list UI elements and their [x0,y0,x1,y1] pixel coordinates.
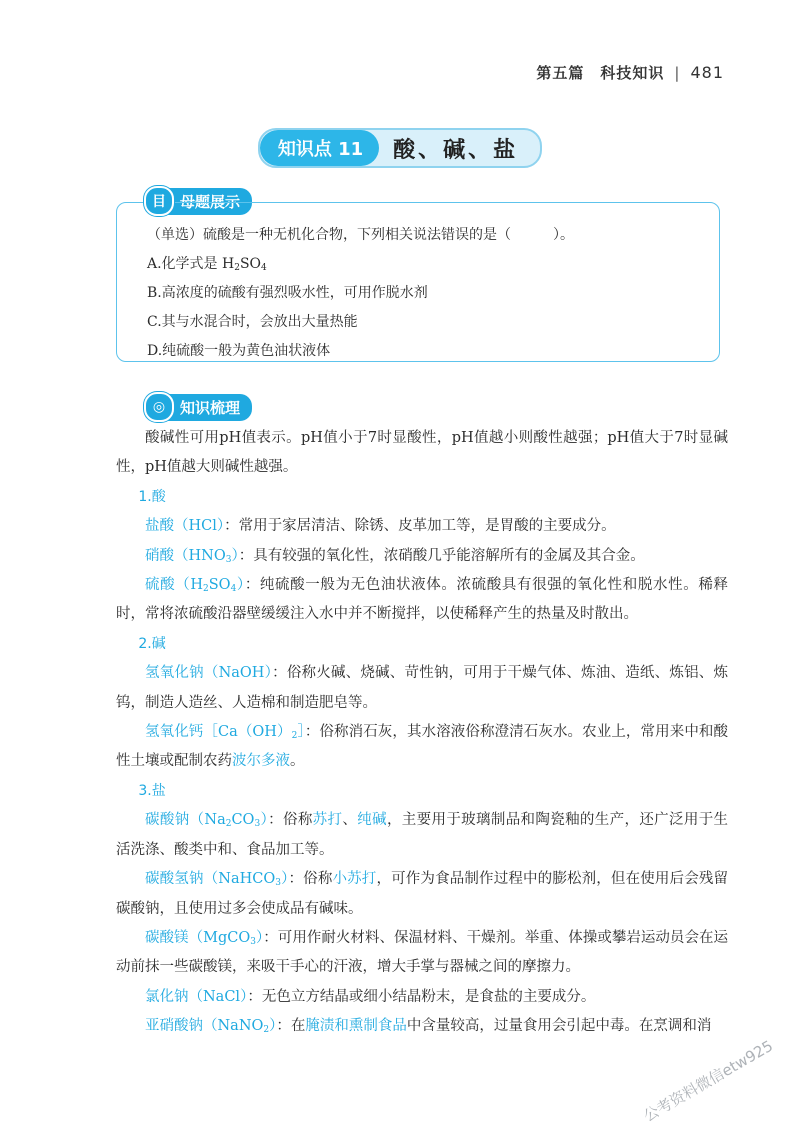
knowledge-body [116,424,728,1042]
heading-salt: 3.盐 [138,782,166,799]
question-stem: （单选）硫酸是一种无机化合物，下列相关说法错误的是（ ）。 [147,227,574,243]
intro-paragraph: 酸碱性可用pH值表示。pH值小于7时显酸性，pH值越小则酸性越强；pH值大于7时显碱性，pH值越大则碱性越强。 [116,430,728,476]
knowledge-point-title [0,128,800,168]
para-naoh: 氢氧化钠（NaOH）：俗称火碱、烧碱、苛性钠，可用于干燥气体、炼油、造纸、炼铝、炼钨，制造人造丝、人造棉和制造肥皂等。 [116,665,728,711]
section-label-text: 母题展示 [164,188,252,215]
heading-base: 2.碱 [138,635,166,652]
para-hno3: 硝酸$(HNO_3)$：具有较强的氧化性，浓硝酸几乎能溶解所有的金属及其合金。 [145,547,645,565]
book-icon: 目 [144,186,174,216]
para-nahco3: 碳酸氢钠（NaHCO$_3$）：俗称小苏打，可作为食品制作过程中的膨松剂，但在使用后会残留碳酸钠，且使用过多会使成品有碱味。 [116,871,729,917]
chapter-title: 第五篇 科技知识 [536,64,665,82]
option-b: B.高浓度的硫酸有强烈吸水性，可用作脱水剂 [147,285,428,301]
watermark-text: 公考资料微信etw925 [640,1036,776,1126]
para-nacl: 氯化钠（NaCl）：无色立方结晶或细小结晶粉末，是食盐的主要成分。 [145,988,596,1005]
para-h2so4: 硫酸$(H_2SO_4)$：纯硫酸一般为无色油状液体。浓硫酸具有很强的氧化性和脱水性。稀释时，常将浓硫酸沿器壁缓缓注入水中并不断搅拌，以使稀释产生的热量及时散出。 [116,577,729,623]
para-na2co3: 碳酸钠$(Na_2CO_3)$：俗称苏打、纯碱，主要用于玻璃制品和陶瓷釉的生产，还广泛用于生活洗涤、酸类中和、食品加工等。 [116,812,729,858]
heading-acid: 1.酸 [138,488,166,505]
knowledge-point-number: 知识点 11 [260,130,379,166]
title-badge [258,128,542,168]
section-label-knowledge [144,392,252,422]
para-nano2: 亚硝酸钠（NaNO$_2$）：在腌渍和熏制食品中含量较高，过量食用会引起中毒。在烹调和消 [145,1018,712,1036]
option-a: A.化学式是 $H_2SO_4$ [147,256,267,273]
option-c: C.其与水混合时，会放出大量热能 [147,314,358,330]
para-caoh: 氢氧化钙$[Ca(OH)_2]$：俗称消石灰，其水溶液俗称澄清石灰水。农业上，常用来中和酸性土壤或配制农药波尔多液。 [116,724,729,770]
section-label-text: 知识梳理 [164,394,252,421]
target-icon: ◎ [144,392,174,422]
para-hcl: 盐酸（HCl）：常用于家居清洁、除锈、皮革加工等，是胃酸的主要成分。 [145,518,616,535]
header-separator: | [674,63,681,82]
knowledge-point-topic: 酸、碱、盐 [393,137,519,163]
option-d: D.纯硫酸一般为黄色油状液体 [147,343,331,359]
page-header [536,62,724,83]
question-box [116,202,720,362]
para-mgco3: 碳酸镁（MgCO$_3$）：可用作耐火材料、保温材料、干燥剂。举重、体操或攀岩运动员会在运动前抹一些碳酸镁，来吸干手心的汗液，增大手掌与器械之间的摩擦力。 [116,929,729,976]
page-number: 481 [690,63,724,82]
